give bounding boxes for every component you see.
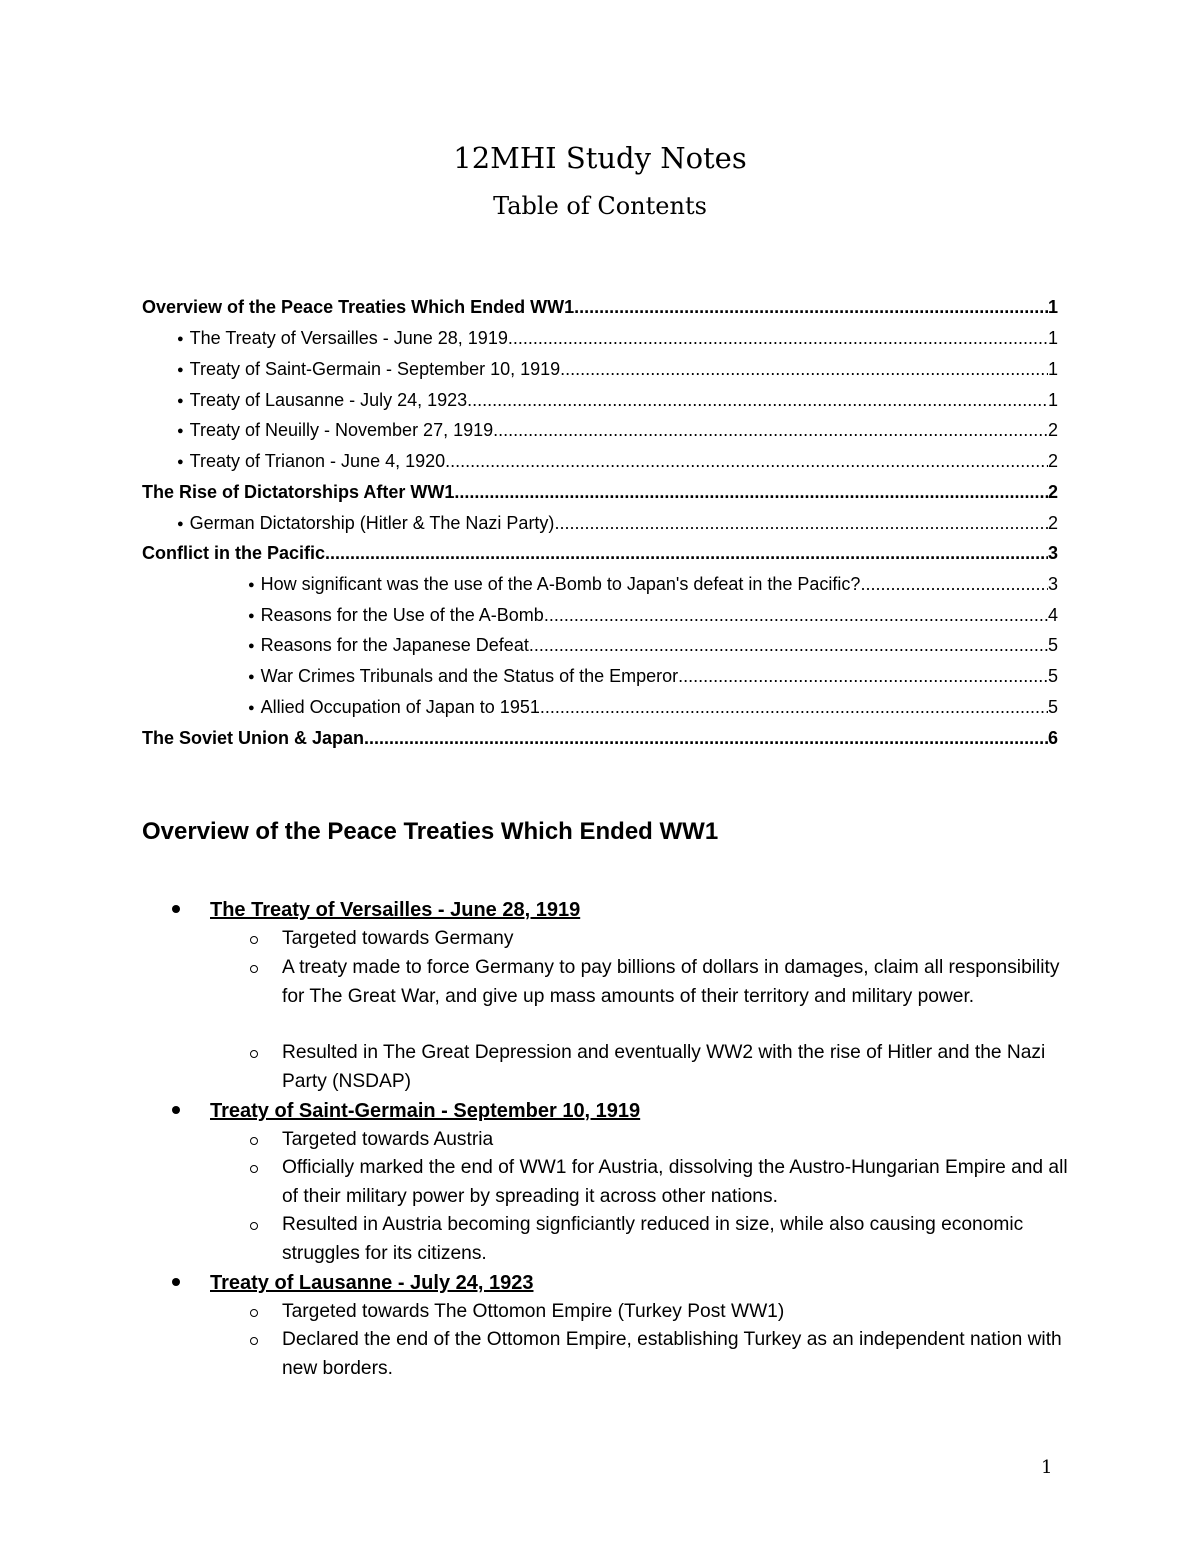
bullet-icon: ● (177, 333, 184, 345)
toc-entry[interactable] (177, 448, 1058, 474)
toc-entry[interactable] (177, 417, 1058, 443)
toc-entry-text: Treaty of Saint-Germain - September 10, 1919 (189, 359, 561, 379)
toc-page-number: 1 (1047, 390, 1058, 410)
toc-entry[interactable] (142, 540, 1058, 566)
page-number: 1 (1041, 1457, 1053, 1478)
point-text: A treaty made to force Germany to pay billions of dollars in damages, claim all responsibility for The Great War, and give up mass amounts of their territory and military power. (282, 957, 1060, 1007)
toc-entry-text: Overview of the Peace Treaties Which Ended WW1 (142, 297, 575, 317)
bullet-icon: ● (248, 702, 255, 714)
toc-page-number: 4 (1047, 605, 1058, 625)
list-item (250, 954, 1070, 1011)
list-item (250, 1126, 1070, 1155)
toc-entry-text: Reasons for the Use of the A-Bomb (260, 605, 544, 625)
point-text: Declared the end of the Ottomon Empire, establishing Turkey as an independent nation with new borders. (282, 1329, 1062, 1379)
point-text: Resulted in The Great Depression and eventually WW2 with the rise of Hitler and the Nazi Party (NSDAP) (282, 1042, 1046, 1092)
bullet-icon: ● (248, 610, 255, 622)
hollow-bullet-icon (250, 1337, 258, 1345)
toc-page-number: 2 (1047, 482, 1058, 502)
toc-page-number: 1 (1047, 359, 1058, 379)
bullet-icon (172, 1278, 180, 1286)
toc-entry[interactable] (177, 356, 1058, 382)
toc-entry-text: German Dictatorship (Hitler & The Nazi Party) (189, 513, 555, 533)
toc-leader (325, 540, 1048, 566)
hollow-bullet-icon (250, 1050, 258, 1058)
toc-entry[interactable] (142, 479, 1058, 505)
toc-leader (860, 571, 1048, 597)
toc-leader (574, 294, 1048, 320)
hollow-bullet-icon (250, 1222, 258, 1230)
bullet-icon: ● (248, 671, 255, 683)
toc-leader (508, 325, 1048, 351)
toc-entry[interactable] (142, 294, 1058, 320)
toc-page-number: 1 (1047, 328, 1058, 348)
toc-page-number: 5 (1047, 666, 1058, 686)
toc-entry-text: Treaty of Lausanne - July 24, 1923 (189, 390, 468, 410)
toc-page-number: 2 (1047, 420, 1058, 440)
list-item-treaty (172, 1097, 640, 1125)
toc-leader (554, 510, 1048, 536)
toc-entry[interactable] (248, 602, 1058, 628)
list-item (250, 925, 1070, 954)
toc-page-number: 3 (1047, 543, 1058, 563)
list-item (250, 1039, 1070, 1096)
toc-entry-text: The Rise of Dictatorships After WW1 (142, 482, 455, 502)
toc-page-number: 5 (1047, 635, 1058, 655)
list-item-treaty (172, 896, 580, 924)
document-title: 12MHI Study Notes (453, 141, 747, 175)
toc-entry-text: Conflict in the Pacific (142, 543, 326, 563)
section-heading: Overview of the Peace Treaties Which Ended WW1 (142, 818, 719, 845)
toc-page-number: 2 (1047, 451, 1058, 471)
toc-entry-text: How significant was the use of the A-Bomb to Japan's defeat in the Pacific? (260, 574, 861, 594)
toc-leader (364, 725, 1048, 751)
bullet-icon: ● (177, 364, 184, 376)
treaty-title: The Treaty of Versailles - June 28, 1919 (210, 899, 581, 921)
list-item (250, 1298, 1070, 1327)
toc-leader (467, 387, 1048, 413)
list-item-treaty (172, 1269, 533, 1297)
hollow-bullet-icon (250, 1137, 258, 1145)
toc-entry[interactable] (248, 571, 1058, 597)
toc-entry[interactable] (177, 510, 1058, 536)
toc-entry[interactable] (142, 725, 1058, 751)
bullet-icon (172, 1106, 180, 1114)
toc-leader (529, 632, 1048, 658)
toc-leader (540, 694, 1048, 720)
toc-leader (445, 448, 1048, 474)
hollow-bullet-icon (250, 936, 258, 944)
toc-entry[interactable] (248, 694, 1058, 720)
list-item (250, 1154, 1070, 1211)
toc-entry-text: Reasons for the Japanese Defeat (260, 635, 529, 655)
toc-page-number: 3 (1047, 574, 1058, 594)
bullet-icon: ● (177, 518, 184, 530)
point-text: Targeted towards Austria (282, 1129, 494, 1150)
toc-page-number: 1 (1047, 297, 1058, 317)
toc-entry-text: Treaty of Neuilly - November 27, 1919 (189, 420, 494, 440)
point-text: Officially marked the end of WW1 for Austria, dissolving the Austro-Hungarian Empire and all of their military power by spreading it across other nations. (282, 1157, 1068, 1207)
hollow-bullet-icon (250, 965, 258, 973)
toc-page-number: 2 (1047, 513, 1058, 533)
toc-heading: Table of Contents (493, 192, 707, 220)
point-text: Targeted towards The Ottomon Empire (Turkey Post WW1) (282, 1301, 785, 1322)
toc-entry[interactable] (177, 325, 1058, 351)
point-text: Targeted towards Germany (282, 928, 514, 949)
bullet-icon: ● (248, 579, 255, 591)
toc-entry[interactable] (177, 387, 1058, 413)
point-text: Resulted in Austria becoming signficiantly reduced in size, while also causing economic struggles for its citizens. (282, 1214, 1024, 1264)
list-item (250, 1326, 1070, 1383)
treaty-title: Treaty of Saint-Germain - September 10, 1919 (210, 1100, 641, 1122)
hollow-bullet-icon (250, 1309, 258, 1317)
list-item (250, 1211, 1070, 1268)
toc-leader (560, 356, 1048, 382)
bullet-icon: ● (177, 425, 184, 437)
bullet-icon: ● (177, 395, 184, 407)
treaty-title: Treaty of Lausanne - July 24, 1923 (210, 1272, 534, 1294)
toc-leader (544, 602, 1048, 628)
toc-entry-text: The Treaty of Versailles - June 28, 1919 (189, 328, 508, 348)
toc-page-number: 6 (1047, 728, 1058, 748)
toc-entry-text: War Crimes Tribunals and the Status of the Emperor (260, 666, 679, 686)
toc-entry-text: Treaty of Trianon - June 4, 1920 (189, 451, 446, 471)
bullet-icon: ● (177, 456, 184, 468)
bullet-icon: ● (248, 640, 255, 652)
toc-leader (678, 663, 1048, 689)
toc-leader (454, 479, 1048, 505)
toc-entry-text: Allied Occupation of Japan to 1951 (260, 697, 540, 717)
toc-entry[interactable] (248, 632, 1058, 658)
toc-leader (493, 417, 1048, 443)
hollow-bullet-icon (250, 1165, 258, 1173)
toc-entry-text: The Soviet Union & Japan (142, 728, 365, 748)
toc-page-number: 5 (1047, 697, 1058, 717)
toc-entry[interactable] (248, 663, 1058, 689)
bullet-icon (172, 905, 180, 913)
